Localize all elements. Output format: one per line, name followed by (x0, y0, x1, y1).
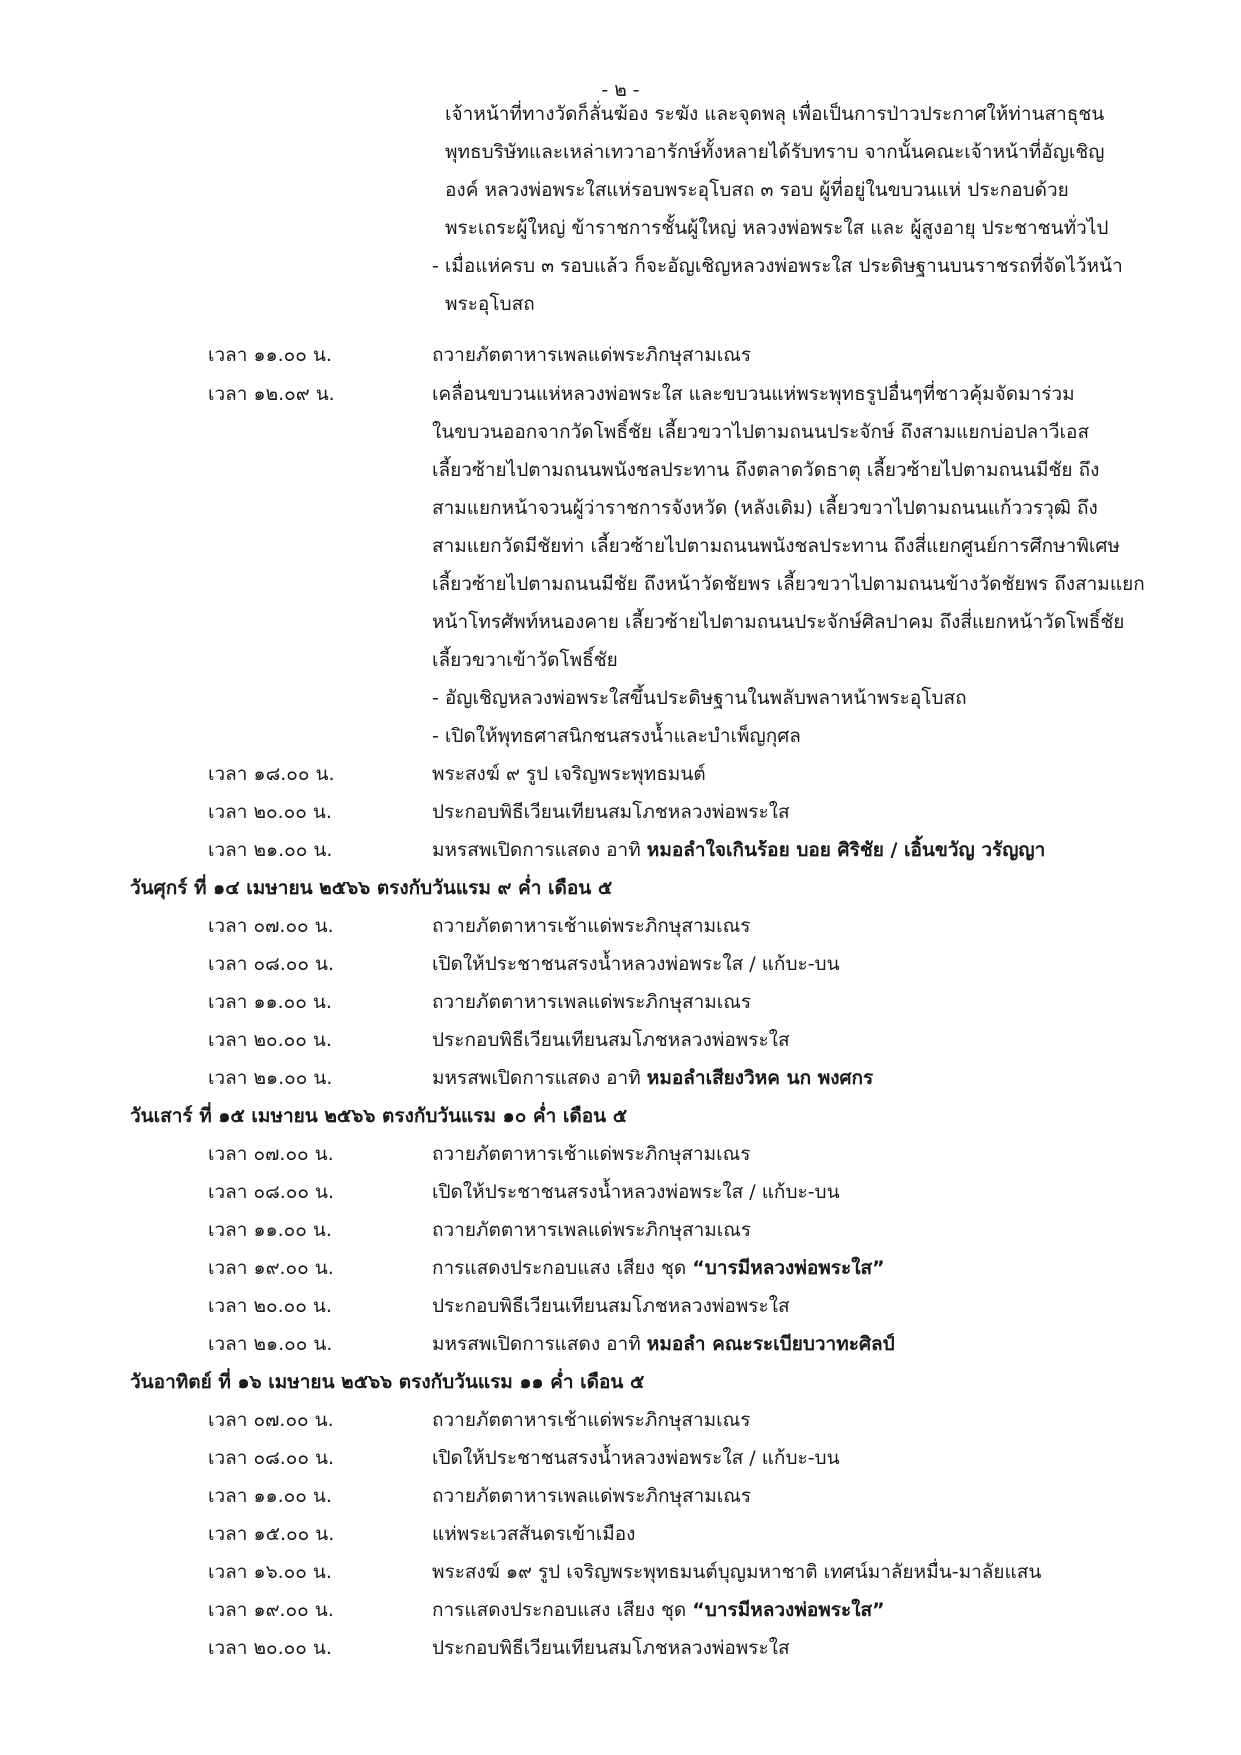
intro-line: พระเถระผู้ใหญ่ ข้าราชการชั้นผู้ใหญ่ หลวงพ่อพระใส และ ผู้สูงอายุ ประชาชนทั่วไป (445, 217, 1109, 239)
schedule-text: แห่พระเวสสันดรเข้าเมือง (432, 1523, 636, 1545)
show-title: “บารมีหลวงพ่อพระใส” (692, 1257, 885, 1279)
schedule-time: เวลา ๑๑.๐๐ น. (208, 1485, 332, 1507)
schedule-time: เวลา ๑๑.๐๐ น. (208, 344, 332, 366)
show-title: “บารมีหลวงพ่อพระใส” (692, 1599, 885, 1621)
schedule-time: เวลา ๒๑.๐๐ น. (208, 1067, 333, 1089)
schedule-time: เวลา ๐๗.๐๐ น. (208, 1409, 334, 1431)
schedule-text: ถวายภัตตาหารเพลแด่พระภิกษุสามเณร (432, 344, 752, 366)
schedule-text: เปิดให้ประชาชนสรงน้ำหลวงพ่อพระใส / แก้บะ-บน (432, 1181, 840, 1203)
schedule-text: พระสงฆ์ ๑๙ รูป เจริญพระพุทธมนต์บุญมหาชาติ เทศน์มาลัยหมื่น-มาลัยแสน (432, 1561, 1042, 1583)
schedule-time: เวลา ๒๑.๐๐ น. (208, 1333, 333, 1355)
procession-line: สามแยกวัดมีชัยท่า เลี้ยวซ้ายไปตามถนนพนังชลประทาน ถึงสี่แยกศูนย์การศึกษาพิเศษ (432, 535, 1120, 557)
procession-line: สามแยกหน้าจวนผู้ว่าราชการจังหวัด (หลังเดิม) เลี้ยวขวาไปตามถนนแก้ววรวุฒิ ถึง (432, 497, 1098, 519)
schedule-text: มหรสพเปิดการแสดง อาทิ หมอลำเสียงวิหค นก พงศกร (432, 1067, 874, 1089)
schedule-text: ถวายภัตตาหารเช้าแด่พระภิกษุสามเณร (432, 1409, 751, 1431)
schedule-text: ถวายภัตตาหารเพลแด่พระภิกษุสามเณร (432, 1485, 752, 1507)
schedule-time: เวลา ๑๘.๐๐ น. (208, 763, 335, 785)
intro-line: เจ้าหน้าที่ทางวัดก็ลั่นฆ้อง ระฆัง และจุดพลุ เพื่อเป็นการป่าวประกาศให้ท่านสาธุชน (445, 103, 1105, 125)
performer-name: หมอลำใจเกินร้อย บอย ศิริชัย / เอิ้นขวัญ วรัญญา (646, 839, 1046, 861)
procession-line: เลี้ยวขวาเข้าวัดโพธิ์ชัย (432, 649, 618, 671)
schedule-text: ประกอบพิธีเวียนเทียนสมโภชหลวงพ่อพระใส (432, 1295, 790, 1317)
schedule-text: การแสดงประกอบแสง เสียง ชุด “บารมีหลวงพ่อพระใส” (432, 1599, 885, 1621)
schedule-time: เวลา ๒๐.๐๐ น. (208, 1295, 332, 1317)
schedule-time: เวลา ๐๘.๐๐ น. (208, 953, 335, 975)
procession-line: - อัญเชิญหลวงพ่อพระใสขึ้นประดิษฐานในพลับพลาหน้าพระอุโบสถ (432, 687, 967, 709)
schedule-time: เวลา ๒๐.๐๐ น. (208, 1637, 332, 1659)
day-header: วันเสาร์ ที่ ๑๕ เมษายน ๒๕๖๖ ตรงกับวันแรม ๑๐ ค่ำ เดือน ๕ (130, 1105, 628, 1127)
schedule-text: เปิดให้ประชาชนสรงน้ำหลวงพ่อพระใส / แก้บะ-บน (432, 953, 840, 975)
procession-line: เลี้ยวซ้ายไปตามถนนมีชัย ถึงหน้าวัดชัยพร เลี้ยวขวาไปตามถนนข้างวัดชัยพร ถึงสามแยก (432, 573, 1145, 595)
schedule-text: มหรสพเปิดการแสดง อาทิ หมอลำใจเกินร้อย บอย ศิริชัย / เอิ้นขวัญ วรัญญา (432, 839, 1046, 861)
schedule-time: เวลา ๐๗.๐๐ น. (208, 915, 334, 937)
schedule-time: เวลา ๒๑.๐๐ น. (208, 839, 333, 861)
schedule-text: ประกอบพิธีเวียนเทียนสมโภชหลวงพ่อพระใส (432, 1029, 790, 1051)
intro-line: องค์ หลวงพ่อพระใสแห่รอบพระอุโบสถ ๓ รอบ ผู้ที่อยู่ในขบวนแห่ ประกอบด้วย (445, 179, 1069, 201)
schedule-text: เปิดให้ประชาชนสรงน้ำหลวงพ่อพระใส / แก้บะ-บน (432, 1447, 840, 1469)
schedule-time: เวลา ๑๙.๐๐ น. (208, 1257, 334, 1279)
schedule-time: เวลา ๑๕.๐๐ น. (208, 1523, 335, 1545)
schedule-text: การแสดงประกอบแสง เสียง ชุด “บารมีหลวงพ่อพระใส” (432, 1257, 885, 1279)
schedule-text: พระสงฆ์ ๙ รูป เจริญพระพุทธมนต์ (432, 763, 706, 785)
procession-line: - เปิดให้พุทธศาสนิกชนสรงน้ำและบำเพ็ญกุศล (432, 725, 801, 747)
schedule-text: ถวายภัตตาหารเพลแด่พระภิกษุสามเณร (432, 991, 752, 1013)
schedule-time: เวลา ๑๑.๐๐ น. (208, 1219, 332, 1241)
procession-line: ในขบวนออกจากวัดโพธิ์ชัย เลี้ยวขวาไปตามถนนประจักษ์ ถึงสามแยกบ่อปลาวีเอส (432, 421, 1090, 443)
schedule-text: ถวายภัตตาหารเช้าแด่พระภิกษุสามเณร (432, 1143, 751, 1165)
intro-line: พุทธบริษัทและเหล่าเทวาอารักษ์ทั้งหลายได้รับทราบ จากนั้นคณะเจ้าหน้าที่อัญเชิญ (445, 141, 1105, 163)
intro-line: พระอุโบสถ (445, 293, 535, 315)
schedule-text: ถวายภัตตาหารเพลแด่พระภิกษุสามเณร (432, 1219, 752, 1241)
schedule-time: เวลา ๐๘.๐๐ น. (208, 1181, 335, 1203)
procession-line: หน้าโทรศัพท์หนองคาย เลี้ยวซ้ายไปตามถนนประจักษ์ศิลปาคม ถึงสี่แยกหน้าวัดโพธิ์ชัย (432, 611, 1125, 633)
performer-name: หมอลำ คณะระเบียบวาทะศิลป์ (646, 1333, 895, 1355)
schedule-time: เวลา ๑๙.๐๐ น. (208, 1599, 334, 1621)
performer-name: หมอลำเสียงวิหค นก พงศกร (646, 1067, 874, 1089)
schedule-time: เวลา ๒๐.๐๐ น. (208, 1029, 332, 1051)
schedule-time: เวลา ๐๘.๐๐ น. (208, 1447, 335, 1469)
day-header: วันศุกร์ ที่ ๑๔ เมษายน ๒๕๖๖ ตรงกับวันแรม ๙ ค่ำ เดือน ๕ (130, 877, 613, 899)
schedule-text: ถวายภัตตาหารเช้าแด่พระภิกษุสามเณร (432, 915, 751, 937)
page-number: - ๒ - (601, 79, 640, 101)
schedule-time: เวลา ๑๖.๐๐ น. (208, 1561, 332, 1583)
schedule-time: เวลา ๑๒.๐๙ น. (208, 383, 335, 405)
schedule-time: เวลา ๑๑.๐๐ น. (208, 991, 332, 1013)
procession-line: เลี้ยวซ้ายไปตามถนนพนังชลประทาน ถึงตลาดวัดธาตุ เลี้ยวซ้ายไปตามถนนมีชัย ถึง (432, 459, 1100, 481)
schedule-text: มหรสพเปิดการแสดง อาทิ หมอลำ คณะระเบียบวาทะศิลป์ (432, 1333, 895, 1355)
schedule-text: ประกอบพิธีเวียนเทียนสมโภชหลวงพ่อพระใส (432, 1637, 790, 1659)
intro-line: - เมื่อแห่ครบ ๓ รอบแล้ว ก็จะอัญเชิญหลวงพ่อพระใส ประดิษฐานบนราชรถที่จัดไว้หน้า (432, 255, 1123, 277)
day-header: วันอาทิตย์ ที่ ๑๖ เมษายน ๒๕๖๖ ตรงกับวันแรม ๑๑ ค่ำ เดือน ๕ (130, 1371, 645, 1393)
schedule-time: เวลา ๒๐.๐๐ น. (208, 801, 332, 823)
procession-line: เคลื่อนขบวนแห่หลวงพ่อพระใส และขบวนแห่พระพุทธรูปอื่นๆที่ชาวคุ้มจัดมาร่วม (432, 383, 1075, 405)
schedule-time: เวลา ๐๗.๐๐ น. (208, 1143, 334, 1165)
schedule-text: ประกอบพิธีเวียนเทียนสมโภชหลวงพ่อพระใส (432, 801, 790, 823)
